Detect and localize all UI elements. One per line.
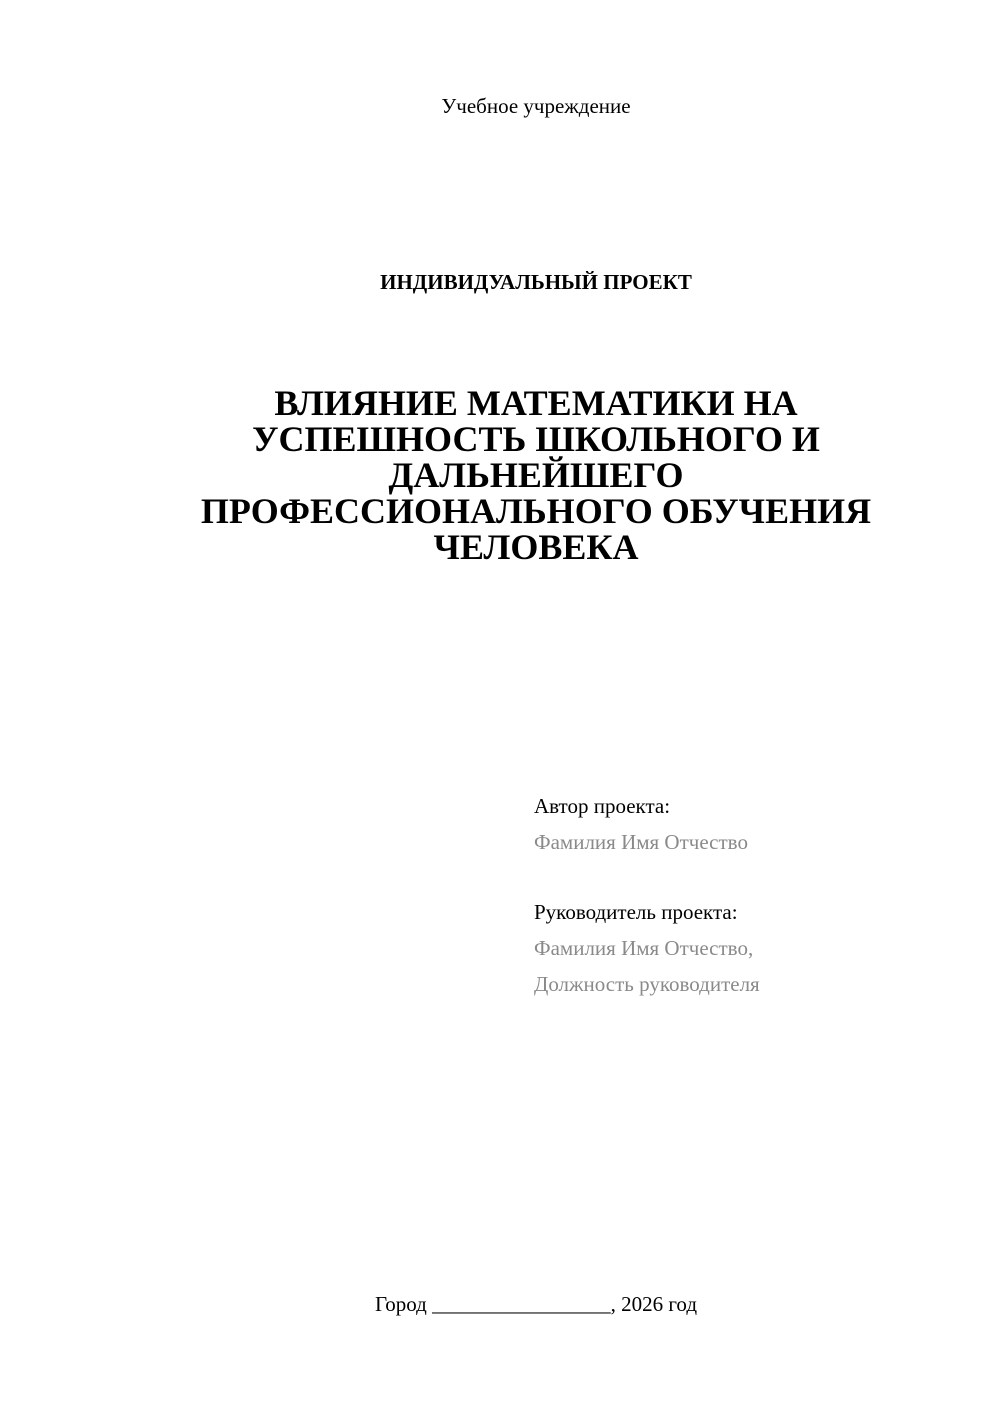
author-name: Фамилия Имя Отчество <box>534 830 748 854</box>
supervisor-name: Фамилия Имя Отчество, <box>534 936 754 960</box>
project-title-line: ДАЛЬНЕЙШЕГО <box>388 455 684 495</box>
institution-name: Учебное учреждение <box>441 94 631 118</box>
city-label: Город <box>374 1292 427 1316</box>
project-title-line: ЧЕЛОВЕКА <box>433 527 639 567</box>
city-blank: _________________ <box>432 1292 611 1316</box>
project-title <box>120 385 952 565</box>
supervisor-label: Руководитель проекта: <box>534 900 738 924</box>
project-type-heading: ИНДИВИДУАЛЬНЫЙ ПРОЕКТ <box>380 270 692 294</box>
year-text: , 2026 год <box>610 1292 698 1316</box>
supervisor-position: Должность руководителя <box>534 972 760 996</box>
credits-spacer <box>534 860 974 894</box>
credits-block <box>534 788 974 1002</box>
project-title-line: ПРОФЕССИОНАЛЬНОГО ОБУЧЕНИЯ <box>200 491 872 531</box>
project-title-line: УСПЕШНОСТЬ ШКОЛЬНОГО И <box>252 419 820 459</box>
author-label: Автор проекта: <box>534 794 671 818</box>
project-title-line: ВЛИЯНИЕ МАТЕМАТИКИ НА <box>274 383 798 423</box>
city-year-line <box>0 1290 1000 1318</box>
